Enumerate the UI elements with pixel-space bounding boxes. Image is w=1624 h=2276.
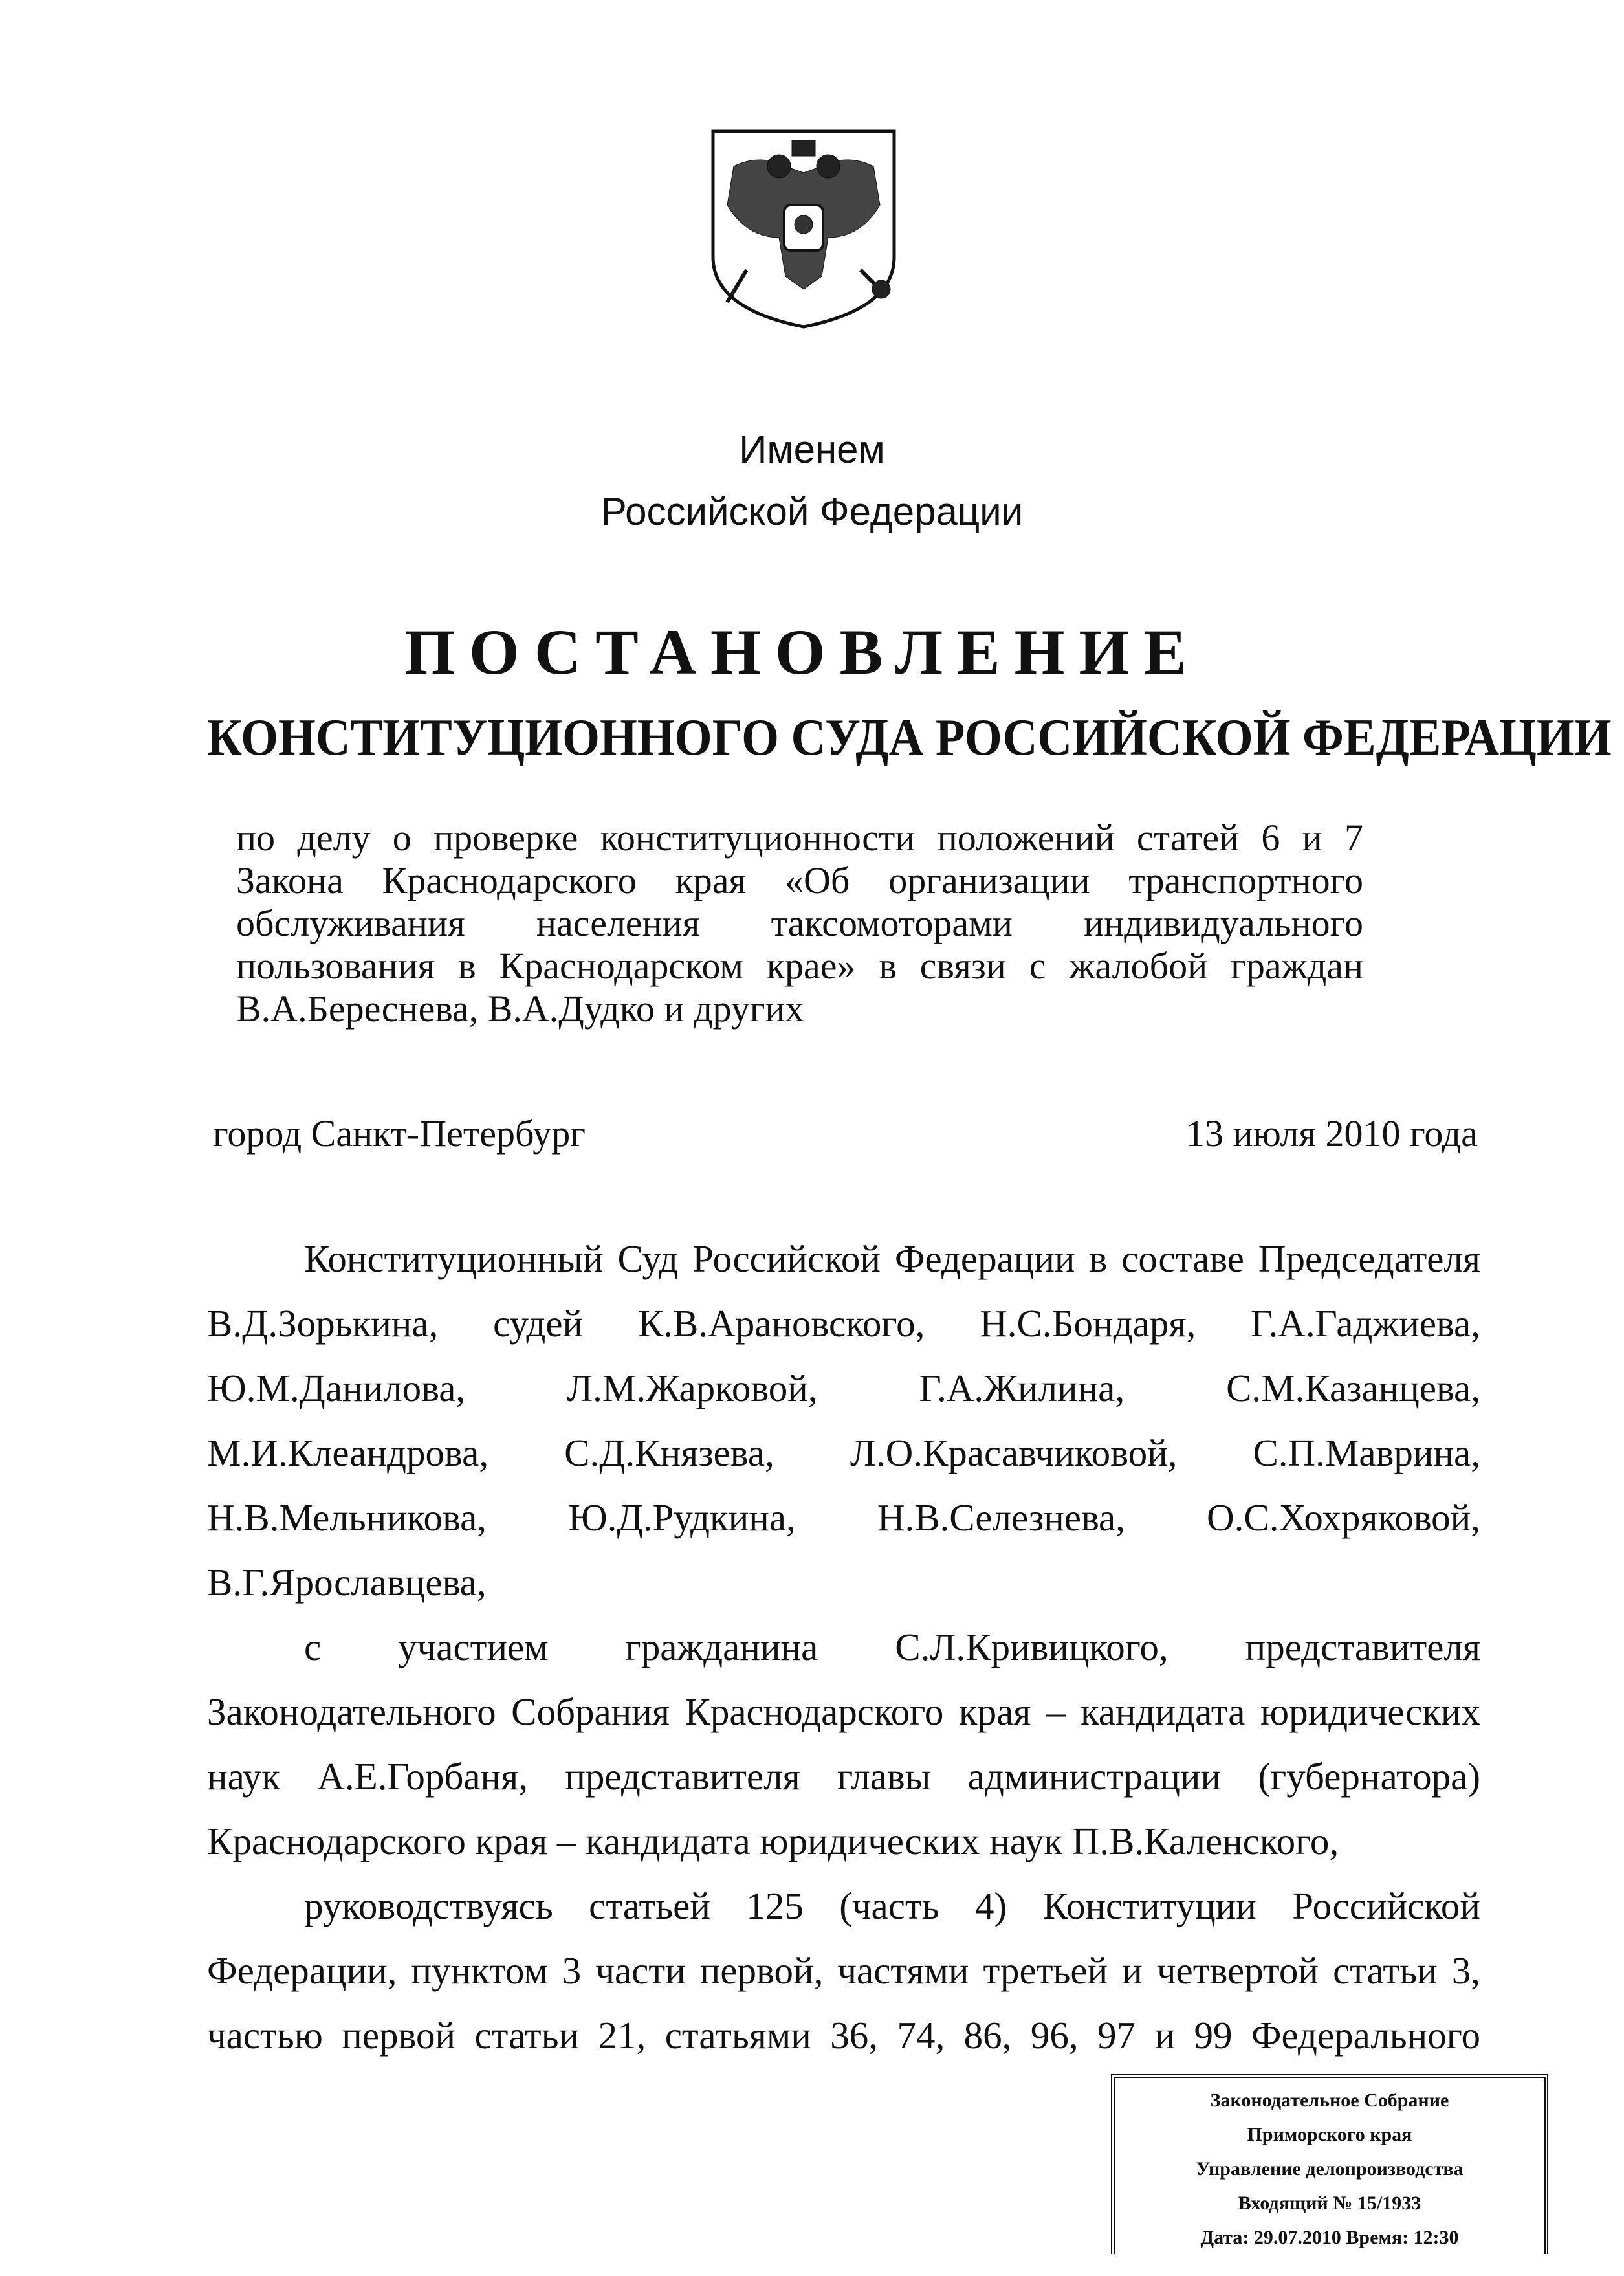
case-line: обслуживания населения таксомоторами индивидуального (236, 902, 1363, 944)
intro-line-2: Российской Федерации (600, 490, 1024, 533)
incoming-registration-stamp (1111, 2074, 1548, 2254)
stamp-line: Приморского края (1247, 2124, 1412, 2145)
body-line: Конституционный Суд Российской Федерации в составе Председателя (304, 1237, 1480, 1280)
body-line: частью первой статьи 21, статьями 36, 74, 86, 96, 97 и 99 Федерального (207, 2014, 1480, 2057)
coat-of-arms-emblem (708, 127, 899, 331)
body-line: Федерации, пунктом 3 части первой, частями третьей и четвертой статьи 3, (207, 1949, 1480, 1992)
body-line: Н.В.Мельникова, Ю.Д.Рудкина, Н.В.Селезнева, О.С.Хохряковой, (207, 1496, 1480, 1539)
body-line: Краснодарского края – кандидата юридических наук П.В.Каленского, (207, 1820, 1339, 1862)
case-line: Закона Краснодарского края «Об организации транспортного (236, 859, 1363, 901)
body-line: В.Г.Ярославцева, (207, 1561, 487, 1604)
body-line: М.И.Клеандрова, С.Д.Князева, Л.О.Красавчиковой, С.П.Маврина, (207, 1431, 1480, 1474)
place: город Санкт-Петербург (213, 1112, 586, 1155)
date: 13 июля 2010 года (1186, 1112, 1478, 1155)
body-line: Ю.М.Данилова, Л.М.Жарковой, Г.А.Жилина, С.М.Казанцева, (207, 1367, 1480, 1409)
case-line: по делу о проверке конституционности положений статей 6 и 7 (236, 817, 1363, 859)
body-line: Законодательного Собрания Краснодарского края – кандидата юридических (207, 1690, 1480, 1733)
body-line: наук А.Е.Горбаня, представителя главы администрации (губернатора) (207, 1755, 1480, 1798)
stamp-line: Дата: 29.07.2010 Время: 12:30 (1200, 2227, 1459, 2248)
case-line: пользования в Краснодарском крае» в связи с жалобой граждан (236, 945, 1363, 987)
document-title: ПОСТАНОВЛЕНИЕ (404, 616, 1201, 688)
body-text (207, 1226, 1480, 2068)
body-line: В.Д.Зорькина, судей К.В.Арановского, Н.С.Бондаря, Г.А.Гаджиева, (207, 1302, 1480, 1345)
stamp-line: Законодательное Собрание (1210, 2090, 1449, 2111)
body-line: с участием гражданина С.Л.Кривицкого, представителя (304, 1626, 1480, 1668)
body-line: руководствуясь статьей 125 (часть 4) Конституции Российской (304, 1884, 1480, 1927)
case-description (236, 817, 1363, 1030)
document-subtitle: КОНСТИТУЦИОННОГО СУДА РОССИЙСКОЙ ФЕДЕРАЦИИ (207, 709, 1612, 766)
stamp-line: Входящий № 15/1933 (1238, 2193, 1421, 2214)
intro-line-1: Именем (739, 428, 885, 471)
stamp-line: Управление делопроизводства (1196, 2158, 1464, 2180)
case-line: В.А.Береснева, В.А.Дудко и других (236, 988, 804, 1030)
